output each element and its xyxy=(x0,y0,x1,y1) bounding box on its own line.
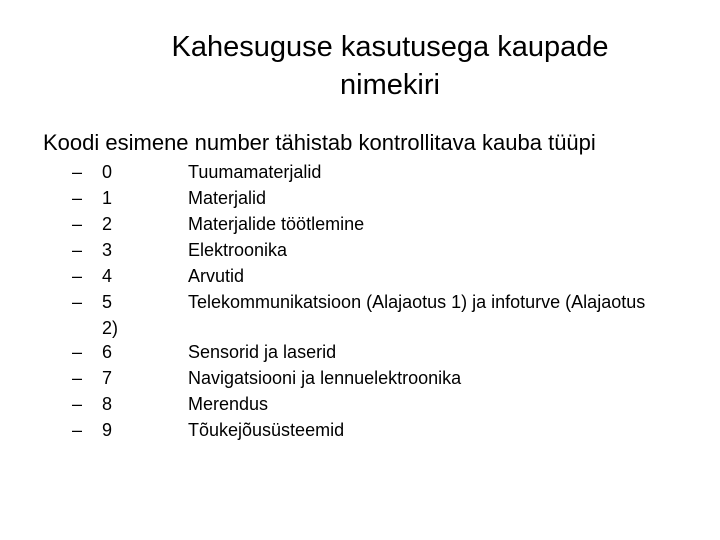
list-description: Materjalide töötlemine xyxy=(188,214,365,234)
list-bullet: – xyxy=(72,368,83,388)
list-bullet: – xyxy=(72,162,83,182)
list-description: Sensorid ja laserid xyxy=(188,342,337,362)
list-item xyxy=(0,263,720,289)
list-code: 6 xyxy=(102,342,113,362)
list-bullet: – xyxy=(72,240,83,260)
list-code: 0 xyxy=(102,162,113,182)
list-item xyxy=(0,391,720,417)
list-description: Materjalid xyxy=(188,188,267,208)
slide-title-line-2: nimekiri xyxy=(340,69,440,101)
list-code: 8 xyxy=(102,394,113,414)
list-item xyxy=(0,185,720,211)
list-description: Merendus xyxy=(188,394,269,414)
list-code: 3 xyxy=(102,240,113,260)
list-bullet: – xyxy=(72,188,83,208)
list-item xyxy=(0,417,720,443)
slide-subtitle: Koodi esimene number tähistab kontrollitava kauba tüüpi xyxy=(43,130,596,155)
list-item xyxy=(0,237,720,263)
slide-title-line-1: Kahesuguse kasutusega kaupade xyxy=(171,31,609,63)
list-code-value: 5 xyxy=(102,292,113,312)
list-item xyxy=(0,211,720,237)
list-code: 7 xyxy=(102,368,113,388)
list-description: Tõukejõusüsteemid xyxy=(188,420,345,440)
list-description: Tuumamaterjalid xyxy=(188,162,322,182)
list-code: 2 xyxy=(102,214,113,234)
list-bullet: – xyxy=(72,266,83,286)
list-code-continuation: 2) xyxy=(102,318,119,338)
list-code: 1 xyxy=(102,188,113,208)
list-item xyxy=(0,365,720,391)
list-code xyxy=(102,289,118,341)
list-bullet: – xyxy=(72,394,83,414)
list-bullet: – xyxy=(72,420,83,440)
list-description: Arvutid xyxy=(188,266,245,286)
list-bullet: – xyxy=(72,342,83,362)
list-description: Elektroonika xyxy=(188,240,288,260)
list-code: 4 xyxy=(102,266,113,286)
list-bullet: – xyxy=(72,214,83,234)
list-bullet: – xyxy=(72,292,83,312)
list-item xyxy=(0,289,720,341)
list-description: Navigatsiooni ja lennuelektroonika xyxy=(188,368,462,388)
list-description: Telekommunikatsioon (Alajaotus 1) ja infoturve (Alajaotus xyxy=(188,292,646,312)
list-code: 9 xyxy=(102,420,113,440)
list-item xyxy=(0,339,720,365)
list-item xyxy=(0,159,720,185)
